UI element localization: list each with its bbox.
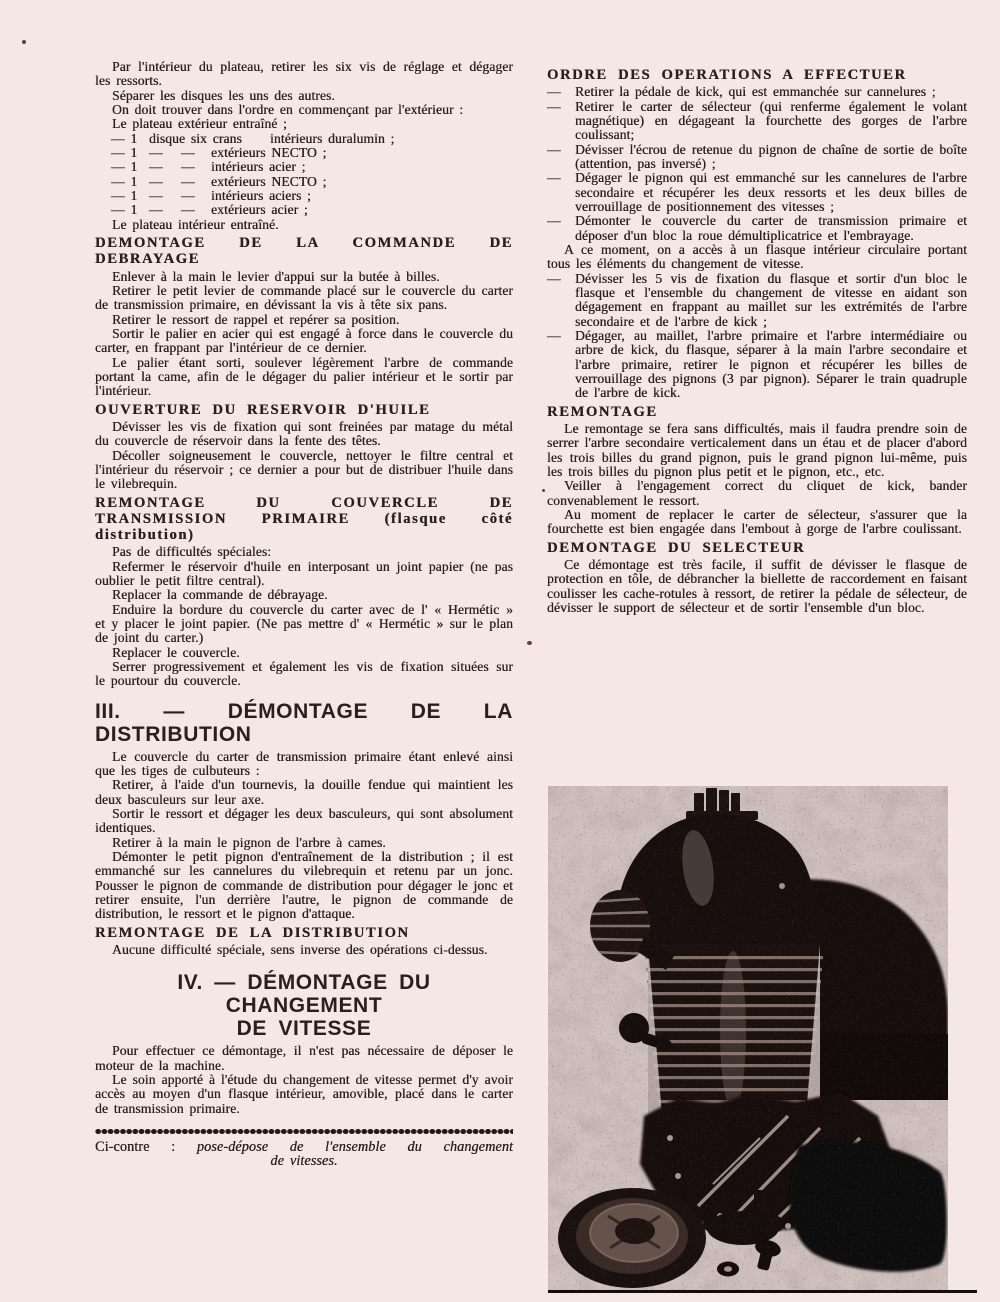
disc-count: — 1: [111, 159, 138, 175]
dash-mark: —: [547, 213, 561, 229]
paragraph: Démonter le petit pignon d'entraînement de la distribution ; il est emmanché sur les cannelures du vilebrequin et retenu par un jonc. Pousser le pignon de commande de distribution pour dégager le jonc et retirer ensuite, l'un derrière l'autre, le pignon de commande de distribution, le ressort et le pignon d'attaque.: [95, 849, 513, 922]
paragraph: Séparer les disques les uns des autres.: [112, 87, 335, 103]
disc-row: [95, 160, 513, 174]
engine-photo-illustration: [548, 786, 948, 1291]
ditto-mark: —: [149, 188, 163, 204]
paragraph: Retirer le petit levier de commande placé sur le couvercle du carter de transmission primaire, en dévissant la vis à tête six pans.: [95, 282, 513, 313]
disc-row: [95, 175, 513, 189]
dash-mark: —: [547, 98, 561, 114]
disc-count: — 1: [111, 202, 138, 218]
photo-caption: [95, 1140, 513, 1169]
paragraph: Refermer le réservoir d'huile en interposant un joint papier (ne pas oublier le petit filtre central).: [95, 558, 513, 588]
right-column: [547, 64, 967, 615]
paragraph: Par l'intérieur du plateau, retirer les six vis de réglage et dégager les ressorts.: [95, 59, 513, 89]
paragraph: Aucune difficulté spéciale, sens inverse des opérations ci-dessus.: [112, 941, 488, 957]
ditto-mark: —: [149, 202, 163, 218]
dash-mark: —: [547, 328, 561, 344]
disc-row: [95, 203, 513, 217]
disc-type: extérieurs NECTO ;: [211, 145, 327, 161]
dash-mark: —: [547, 84, 561, 100]
chapter-heading-line: DE VITESSE: [236, 1017, 372, 1041]
ditto-mark: —: [149, 159, 163, 175]
paragraph: Replacer le couvercle.: [112, 644, 240, 660]
dash-item-text: Retirer le carter de sélecteur (qui renferme également le volant magnétique) en dégageant la fourchette des gorges de l'arbre coulissant;: [575, 98, 967, 143]
disc-row: [95, 189, 513, 203]
disc-count: — 1: [111, 145, 138, 161]
section-heading: OUVERTURE DU RESERVOIR D'HUILE: [95, 401, 431, 418]
dash-item-text: Dégager, au maillet, l'arbre primaire et l'arbre intermédiaire ou arbre de kick, du flasque, séparer à la main l'arbre secondaire et l'arbre primaire, retirer le pignon et récupérer les billes de verrouillage des pignons (3 par pignon). Séparer le train quadruple de l'arbre de kick.: [575, 328, 967, 401]
disc-count: — 1: [111, 188, 138, 204]
chapter-heading: III. — DÉMONTAGE DE LA DISTRIBUTION: [95, 699, 513, 746]
paragraph: Le couvercle du carter de transmission primaire étant enlevé ainsi que les tiges de culbuteurs :: [95, 748, 513, 778]
ditto-mark: —: [149, 145, 163, 161]
left-column: [95, 60, 513, 1169]
paragraph: A ce moment, on a accès à un flasque intérieur circulaire portant tous les éléments du changement de vitesse.: [547, 241, 967, 272]
list-line: Le plateau extérieur entraîné ;: [112, 116, 287, 132]
dash-item-text: Dévisser les 5 vis de fixation du flasque et sortir d'un bloc le flasque et l'ensemble du changement de vitesse en aidant son dégagement en frappant au maillet sur les extrémités de l'arbre secondaire et de l'arbre de kick ;: [575, 270, 967, 329]
paragraph: Dévisser les vis de fixation qui sont freinées par matage du métal du couvercle de réservoir dans la fente des têtes.: [95, 418, 513, 449]
disc-row: [95, 146, 513, 160]
paragraph: Replacer la commande de débrayage.: [112, 587, 328, 603]
dash-item: [547, 329, 967, 401]
ditto-mark: —: [181, 188, 195, 204]
ditto-mark: —: [181, 159, 195, 175]
dash-mark: —: [547, 170, 561, 186]
paragraph: On doit trouver dans l'ordre en commençant par l'extérieur :: [112, 102, 464, 118]
section-heading: ORDRE DES OPERATIONS A EFFECTUER: [547, 67, 907, 83]
dash-item: [547, 214, 967, 243]
ditto-mark: —: [149, 173, 163, 189]
dash-item: [547, 85, 967, 99]
paragraph: Serrer progressivement et également les vis de fixation situées sur le pourtour du couvercle.: [95, 658, 513, 689]
dash-item-text: Dévisser l'écrou de retenue du pignon de chaîne de sortie de boîte (attention, pas inversé) ;: [575, 141, 967, 171]
ditto-mark: —: [181, 202, 195, 218]
disc-type: extérieurs acier ;: [211, 202, 308, 218]
dash-item-text: Dégager le pignon qui est emmanché sur les cannelures de l'arbre secondaire et récupérer les deux ressorts et les deux billes de verrouillage de positionnement des vitesses ;: [575, 170, 967, 214]
photo-caption-line: [95, 1140, 513, 1154]
ditto-mark: —: [181, 145, 195, 161]
disc-type: intérieurs aciers ;: [211, 188, 311, 204]
caption-italic: pose-dépose de l'ensemble du changement: [196, 1138, 514, 1155]
section-heading: DEMONTAGE DU SELECTEUR: [547, 539, 806, 556]
chapter-heading-line: IV. — DÉMONTAGE DU CHANGEMENT: [177, 971, 431, 1018]
section-heading: REMONTAGE DE LA DISTRIBUTION: [95, 924, 410, 941]
paragraph: Retirer le ressort de rappel et repérer sa position.: [112, 311, 400, 327]
paragraph: Le remontage se fera sans difficultés, mais il faudra prendre soin de serrer l'arbre secondaire verticalement dans un étau et de placer d'abord les trois billes du grand pignon, puis le grand pignon lui-même, puis les trois billes du pignon plus petit et le pignon, etc., etc.: [547, 420, 967, 479]
print-speck: [22, 40, 26, 44]
paragraph: Décoller soigneusement le couvercle, nettoyer le filtre central et l'intérieur du réservoir ; ce dernier a pour but de distribuer l'huile dans le vilebrequin.: [95, 447, 513, 492]
ditto-mark: —: [181, 173, 195, 189]
chapter-heading: [95, 971, 513, 1040]
dash-mark: —: [547, 270, 561, 286]
paragraph: Enduire la bordure du couvercle du carter avec de l' « Hermétic » et y placer le joint papier. (Ne pas mettre d' « Hermétic » sur le plan de joint du carter.): [95, 601, 513, 646]
disc-type: intérieurs acier ;: [211, 159, 306, 175]
disc-type: extérieurs NECTO ;: [211, 173, 327, 189]
section-heading: REMONTAGE DU COUVERCLE DE TRANSMISSION PRIMAIRE (flasque côté distribution): [95, 494, 513, 543]
dash-item: [547, 171, 967, 214]
paragraph: Pas de difficultés spéciales:: [112, 544, 272, 560]
print-speck: [527, 641, 532, 645]
list-line: Le plateau intérieur entraîné.: [112, 216, 279, 232]
squiggle-separator: [95, 1128, 513, 1135]
disc-label: disque six crans: [149, 130, 242, 146]
disc-count: — 1: [111, 130, 138, 146]
disc-type: intérieurs duralumin ;: [270, 130, 395, 146]
dash-item-text: Retirer la pédale de kick, qui est emmanchée sur cannelures ;: [575, 84, 936, 100]
caption-lead: Ci-contre :: [95, 1138, 176, 1155]
dash-item-text: Démonter le couvercle du carter de transmission primaire et déposer d'un bloc la roue démultiplicatrice et l'embrayage.: [575, 213, 967, 243]
paragraph: Enlever à la main le levier d'appui sur la butée à billes.: [112, 268, 440, 284]
print-speck: [542, 489, 545, 492]
section-heading: DEMONTAGE DE LA COMMANDE DE DEBRAYAGE: [95, 235, 513, 268]
dash-item: [547, 272, 967, 329]
paragraph: Sortir le palier en acier qui est engagé à force dans le couvercle du carter, en frappant par l'intérieur de ce dernier.: [95, 325, 513, 356]
paragraph: Retirer à la main le pignon de l'arbre à cames.: [112, 834, 386, 850]
dash-item: [547, 143, 967, 172]
paragraph: Sortir le ressort et dégager les deux basculeurs, qui sont absolument identiques.: [95, 805, 513, 836]
section-heading: REMONTAGE: [547, 403, 658, 420]
paragraph: Pour effectuer ce démontage, il n'est pas nécessaire de déposer le moteur de la machine.: [95, 1043, 513, 1073]
paragraph: Au moment de replacer le carter de sélecteur, s'assurer que la fourchette est bien engagée dans l'embout à gorge de l'arbre coulissant.: [547, 507, 967, 537]
photo-caption-line: de vitesses.: [270, 1153, 338, 1170]
paragraph: Veiller à l'engagement correct du cliquet de kick, bander convenablement le ressort.: [547, 478, 967, 508]
paragraph: Ce démontage est très facile, il suffit de dévisser le flasque de protection en tôle, de débrancher la biellette de raccordement en faisant coulisser les cache-rotules à ressort, de retirer la pédale de sélecteur, de dévisser le support de sélecteur et de sortir l'ensemble d'un bloc.: [547, 556, 967, 615]
paragraph: Retirer, à l'aide d'un tournevis, la douille fendue qui maintient les deux basculeurs sur leur axe.: [95, 777, 513, 807]
disc-count: — 1: [111, 173, 138, 189]
engine-photo: [548, 786, 948, 1291]
dash-item: [547, 100, 967, 143]
paragraph: Le palier étant sorti, soulever légèrement l'arbre de commande portant la came, afin de le dégager du palier intérieur et le sortir par l'intérieur.: [95, 354, 513, 399]
photo-bottom-rule: [548, 1290, 977, 1293]
dash-mark: —: [547, 141, 561, 157]
disc-row: [95, 132, 513, 146]
paragraph: Le soin apporté à l'étude du changement de vitesse permet d'y avoir accès au moyen d'un flasque intérieur, amovible, placé dans le carter de transmission primaire.: [95, 1071, 513, 1116]
